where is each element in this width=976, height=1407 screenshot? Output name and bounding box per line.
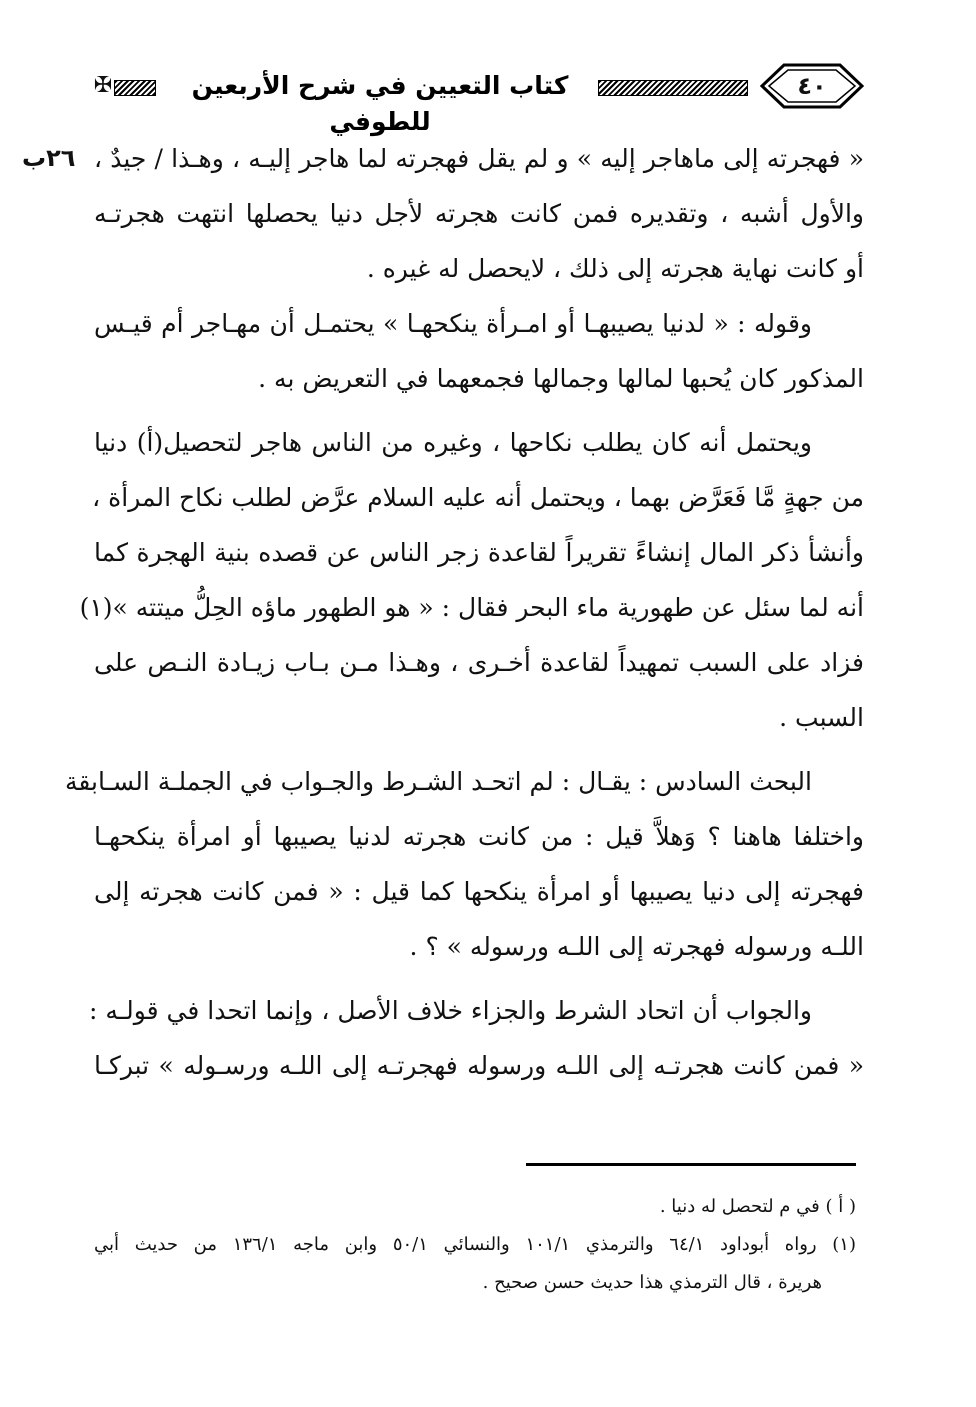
- main-text: [65, 136, 864, 1098]
- footnotes: [94, 1188, 856, 1302]
- text-line: والجواب أن اتحاد الشرط والجزاء خلاف الأصل ، وإنما اتحدا في قولـه :: [89, 996, 812, 1025]
- footnote-continuation: هريرة ، قال الترمذي هذا حديث حسن صحيح .: [482, 1272, 822, 1293]
- footnote-divider: [526, 1163, 856, 1166]
- book-title: كتاب التعيين في شرح الأربعين للطوفي: [191, 71, 569, 136]
- text-line: البحث السادس : يقـال : لم اتحـد الشـرط والجـواب في الجملـة السـابقة: [65, 767, 812, 796]
- text-line: وقوله : « لدنيا يصيبهـا أو امـرأة ينكحهـا » يحتمـل أن مهـاجر أم قيـس: [94, 309, 812, 338]
- manuscript-folio-marker: ٢٦ب: [22, 144, 76, 172]
- text-line: أو كانت نهاية هجرته إلى ذلك ، لايحصل له غيره .: [366, 254, 864, 283]
- header-hatch-right: [598, 80, 748, 96]
- text-line: « فهجرته إلى ماهاجر إليه » و لم يقل فهجرته لما هاجر إليـه ، وهـذا / جيدٌ ،: [94, 144, 864, 173]
- text-line: اللـه ورسوله فهجرته إلى اللـه ورسوله » ؟ .: [409, 932, 864, 961]
- text-line: فزاد على السبب تمهيداً لقاعدة أخـرى ، وهـذا مـن بـاب زيـادة النـص على: [94, 648, 864, 677]
- page-number: ٤٠: [797, 72, 827, 100]
- text-line: ويحتمل أنه كان يطلب نكاحها ، وغيره من الناس هاجر لتحصيل(أ) دنيا: [94, 428, 812, 457]
- text-line: والأول أشبه ، وتقديره فمن كانت هجرته لأجل دنيا يحصلها انتهت هجرتـه: [94, 199, 864, 228]
- text-line: وأنشأ ذكر المال إنشاءً تقريراً لقاعدة زجر الناس عن قصده بنية الهجرة كما: [94, 538, 864, 567]
- text-line: السبب .: [779, 703, 864, 732]
- text-line: « فمن كانت هجرتـه إلى اللـه ورسوله فهجرتـه إلى اللـه ورسـوله » تبركـا: [94, 1051, 864, 1080]
- ornament-icon: ✠: [93, 73, 113, 98]
- footnote: ( أ ) في م لتحصل له دنيا .: [659, 1196, 856, 1217]
- text-line: واختلفا هاهنا ؟ وَهلاَّ قيل : من كانت هجرته لدنيا يصيبها أو امرأة ينكحهـا: [94, 822, 864, 851]
- page-header: [90, 58, 870, 136]
- text-line: فهجرته إلى دنيا يصيبها أو امرأة ينكحها كما قيل : « فمن كانت هجرته إلى: [94, 877, 864, 906]
- footnote: (١) رواه أبوداود ٦٤/١ والترمذي ١٠١/١ والنسائي ٥٠/١ وابن ماجه ١٣٦/١ من حديث أبي: [94, 1234, 856, 1255]
- text-line: أنه لما سئل عن طهورية ماء البحر فقال : « هو الطهور ماؤه الحِلُّ ميتته »(١): [79, 593, 864, 622]
- page-number-badge: [758, 62, 866, 110]
- header-hatch-left: [114, 80, 156, 96]
- text-line: المذكور كان يُحبها لمالها وجمالها فجمعهما في التعريض به .: [258, 364, 864, 393]
- text-line: من جهةٍ مَّا فَعَرَّض بهما ، ويحتمل أنه عليه السلام عرَّض لطلب نكاح المرأة ،: [92, 483, 864, 512]
